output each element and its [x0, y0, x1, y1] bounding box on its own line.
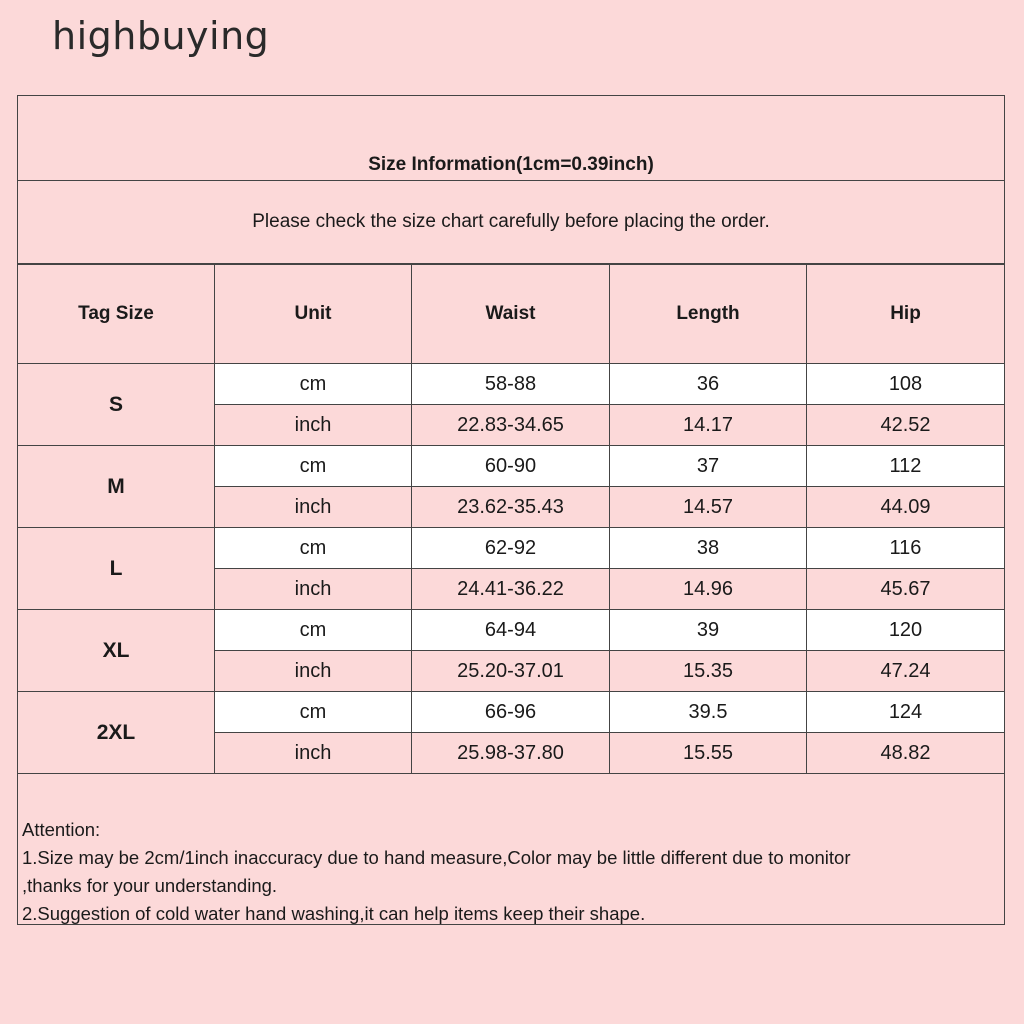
waist-cell: 22.83-34.65	[412, 405, 610, 446]
unit-cell: cm	[215, 528, 412, 569]
length-cell: 15.55	[610, 733, 807, 774]
table-row	[18, 610, 1005, 651]
waist-cell: 66-96	[412, 692, 610, 733]
hip-cell: 120	[807, 610, 1005, 651]
hip-cell: 116	[807, 528, 1005, 569]
size-table	[17, 264, 1005, 774]
length-cell: 15.35	[610, 651, 807, 692]
unit-cell: cm	[215, 692, 412, 733]
table-row	[18, 692, 1005, 733]
table-header-row	[18, 265, 1005, 364]
attention-line: 2.Suggestion of cold water hand washing,it can help items keep their shape.	[22, 903, 646, 924]
length-cell: 38	[610, 528, 807, 569]
waist-cell: 58-88	[412, 364, 610, 405]
table-row	[18, 528, 1005, 569]
size-notice: Please check the size chart carefully before placing the order.	[252, 211, 770, 232]
header-waist: Waist	[412, 265, 610, 364]
attention-line: 1.Size may be 2cm/1inch inaccuracy due to hand measure,Color may be little different due to monitor	[22, 847, 851, 868]
tag-size-cell: L	[18, 528, 215, 610]
table-row	[18, 446, 1005, 487]
hip-cell: 48.82	[807, 733, 1005, 774]
brand-watermark: highbuying	[52, 14, 270, 58]
waist-cell: 25.20-37.01	[412, 651, 610, 692]
unit-cell: inch	[215, 487, 412, 528]
waist-cell: 64-94	[412, 610, 610, 651]
table-row	[18, 364, 1005, 405]
waist-cell: 23.62-35.43	[412, 487, 610, 528]
tag-size-cell: M	[18, 446, 215, 528]
length-cell: 37	[610, 446, 807, 487]
unit-cell: inch	[215, 405, 412, 446]
title-row	[18, 96, 1004, 181]
hip-cell: 42.52	[807, 405, 1005, 446]
length-cell: 39	[610, 610, 807, 651]
header-unit: Unit	[215, 265, 412, 364]
unit-cell: inch	[215, 569, 412, 610]
tag-size-cell: S	[18, 364, 215, 446]
tag-size-cell: XL	[18, 610, 215, 692]
waist-cell: 25.98-37.80	[412, 733, 610, 774]
attention-notes	[18, 774, 1004, 928]
attention-line: ,thanks for your understanding.	[22, 875, 278, 896]
attention-heading: Attention:	[22, 819, 101, 840]
size-chart-sheet	[17, 95, 1005, 925]
length-cell: 14.57	[610, 487, 807, 528]
hip-cell: 112	[807, 446, 1005, 487]
size-info-title: Size Information(1cm=0.39inch)	[368, 154, 654, 175]
header-hip: Hip	[807, 265, 1005, 364]
length-cell: 14.17	[610, 405, 807, 446]
unit-cell: cm	[215, 364, 412, 405]
hip-cell: 47.24	[807, 651, 1005, 692]
hip-cell: 45.67	[807, 569, 1005, 610]
length-cell: 39.5	[610, 692, 807, 733]
hip-cell: 44.09	[807, 487, 1005, 528]
waist-cell: 24.41-36.22	[412, 569, 610, 610]
unit-cell: inch	[215, 651, 412, 692]
length-cell: 14.96	[610, 569, 807, 610]
hip-cell: 108	[807, 364, 1005, 405]
unit-cell: cm	[215, 610, 412, 651]
tag-size-cell: 2XL	[18, 692, 215, 774]
notice-row	[18, 181, 1004, 264]
unit-cell: cm	[215, 446, 412, 487]
header-length: Length	[610, 265, 807, 364]
header-tag-size: Tag Size	[18, 265, 215, 364]
length-cell: 36	[610, 364, 807, 405]
waist-cell: 60-90	[412, 446, 610, 487]
waist-cell: 62-92	[412, 528, 610, 569]
hip-cell: 124	[807, 692, 1005, 733]
unit-cell: inch	[215, 733, 412, 774]
